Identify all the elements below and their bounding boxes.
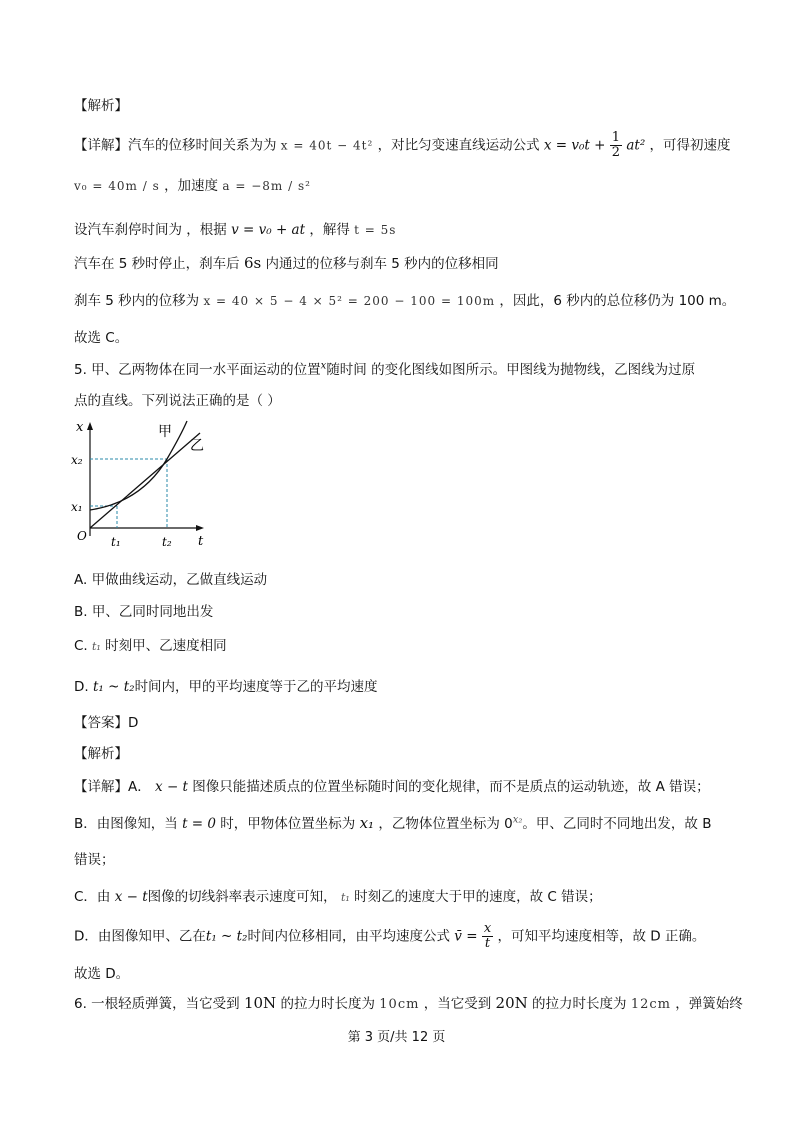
detail-text: ，乙物体位置坐标为 0 xyxy=(378,816,513,832)
answer-label: 【答案】D xyxy=(74,715,139,731)
detail-text: 汽车在 5 秒时停止，刹车后 xyxy=(74,256,240,272)
initial-velocity: v₀ = 40m / s xyxy=(74,179,160,193)
detail-line-3 xyxy=(74,218,396,238)
y-axis-arrow xyxy=(87,422,93,430)
detail-text: 【详解】汽车的位移时间关系为为 xyxy=(74,137,277,154)
detail-text: 时，甲物体位置坐标为 xyxy=(220,816,356,832)
t1-variable: t₁ xyxy=(340,891,350,904)
detail-line-5 xyxy=(74,289,735,309)
detail-text: B．由图像知，当 xyxy=(74,816,178,832)
detail-text: ，对比匀变速直线运动公式 xyxy=(377,137,540,154)
option-d xyxy=(74,675,378,695)
detail-text: 时刻乙的速度大于甲的速度，故 C 错误； xyxy=(354,889,602,905)
detail-text: 。甲、乙同时不同地出发，故 B xyxy=(522,816,712,832)
detail2-b xyxy=(74,812,711,832)
detail-text: 图像的切线斜率表示速度可知， xyxy=(147,889,337,905)
option-label: D. xyxy=(74,679,89,695)
y-axis-label: x xyxy=(76,420,84,435)
displacement-calc: x = 40 × 5 − 4 × 5² = 200 − 100 = 100m xyxy=(203,294,496,308)
line-yi xyxy=(90,433,200,528)
kinematics-formula-rhs: at² xyxy=(626,137,646,154)
option-c xyxy=(74,634,227,654)
origin-label: O xyxy=(77,529,87,543)
question-text: 6. 一根轻质弹簧，当它受到 xyxy=(74,996,240,1012)
displacement-equation: x = 40t − 4t² xyxy=(280,138,374,153)
x-variable: x xyxy=(320,360,327,372)
detail-text: 【详解】A． xyxy=(74,779,151,795)
jia-label: 甲 xyxy=(158,424,172,440)
x-axis-arrow xyxy=(196,525,204,531)
stop-time: t = 5s xyxy=(354,223,397,237)
interval-variable: t₁ ~ t₂ xyxy=(92,679,135,695)
x-axis-label: t xyxy=(198,534,204,549)
question-text: 5. 甲、乙两物体在同一水平面运动的位置 xyxy=(74,362,321,378)
detail-text: 设汽车刹停时间为 ，根据 xyxy=(74,222,227,238)
analysis-label: 【解析】 xyxy=(74,98,128,114)
length-1: 10cm xyxy=(379,997,420,1012)
x2-label: x₂ xyxy=(71,453,83,467)
six-seconds: 6s xyxy=(243,254,262,272)
detail-text: C．由 xyxy=(74,889,111,905)
detail-line-2 xyxy=(74,174,311,194)
x-t-variable: x − t xyxy=(114,889,148,905)
x-t-variable: x − t xyxy=(155,779,188,795)
detail-text: 图像只能描述质点的位置坐标随时间的变化规律，而不是质点的运动轨迹，故 A 错误； xyxy=(192,779,710,795)
fraction-x-over-t: $\frac{x}{t}$ xyxy=(483,921,492,951)
option-label: C. xyxy=(74,638,88,654)
detail-text: 时间内位移相同，由平均速度公式 xyxy=(247,928,450,945)
kinematics-formula: x = v₀t + xyxy=(543,137,606,154)
question-5-line-2: 点的直线。下列说法正确的是（ ） xyxy=(74,393,281,409)
detail-line-4 xyxy=(74,252,499,272)
detail-text: 内通过的位移与刹车 5 秒内的位移相同 xyxy=(265,256,499,272)
question-5-line-1 xyxy=(74,358,695,378)
length-2: 12cm xyxy=(630,997,671,1012)
t1-label: t₁ xyxy=(111,535,121,549)
t1-variable: t₁ xyxy=(92,640,101,653)
option-a: A. 甲做曲线运动，乙做直线运动 xyxy=(74,572,268,588)
option-b: B. 甲、乙同时同地出发 xyxy=(74,604,214,620)
detail2-b-line2: 错误； xyxy=(74,852,115,868)
detail2-a xyxy=(74,775,710,795)
detail-text: ，可知平均速度相等，故 D 正确。 xyxy=(497,928,706,945)
x-t-graph xyxy=(66,418,216,554)
interval-variable: t₁ ~ t₂ xyxy=(205,928,248,945)
page-footer: 第 3 页/共 12 页 xyxy=(347,1030,446,1045)
t2-label: t₂ xyxy=(162,535,172,549)
question-text: ，当它受到 xyxy=(423,996,492,1012)
question-6 xyxy=(74,992,743,1012)
question-text: 的拉力时长度为 xyxy=(280,996,375,1012)
x1-label: x₁ xyxy=(71,500,83,514)
option-text: 时间内，甲的平均速度等于乙的平均速度 xyxy=(134,679,378,695)
t-zero: t = 0 xyxy=(182,816,216,832)
choice-2: 故选 D。 xyxy=(74,966,130,982)
detail2-d xyxy=(74,922,705,951)
detail-text: ，加速度 xyxy=(164,178,219,194)
curve-jia xyxy=(90,421,187,510)
choice-1: 故选 C。 xyxy=(74,330,129,346)
detail2-c xyxy=(74,885,602,905)
question-text: 的拉力时长度为 xyxy=(532,996,627,1012)
detail-text: ，可得初速度 xyxy=(649,137,731,154)
x2-variable: x₂ xyxy=(512,814,523,826)
question-text: 随时间 的变化图线如图所示。甲图线为抛物线，乙图线为过原 xyxy=(326,362,696,378)
fraction-half: $\frac{1}{2}$ xyxy=(611,130,621,160)
average-velocity: v̄ = xyxy=(454,928,478,945)
analysis-label: 【解析】 xyxy=(74,746,128,762)
yi-label: 乙 xyxy=(190,438,204,454)
question-text: ，弹簧始终 xyxy=(675,996,743,1012)
detail-text: ，解得 xyxy=(309,222,350,238)
detail-text: D．由图像知甲、乙在 xyxy=(74,928,206,945)
x1-variable: x₁ xyxy=(359,814,375,832)
detail-text: 刹车 5 秒内的位移为 xyxy=(74,293,200,309)
velocity-formula: v = v₀ + at xyxy=(231,222,306,238)
option-text: 时刻甲、乙速度相同 xyxy=(105,638,227,654)
force-1: 10N xyxy=(243,994,277,1012)
force-2: 20N xyxy=(495,994,528,1012)
detail-text: ，因此，6 秒内的总位移仍为 100 m。 xyxy=(499,293,736,309)
detail-line-1 xyxy=(74,131,731,160)
acceleration: a = −8m / s² xyxy=(222,179,311,193)
